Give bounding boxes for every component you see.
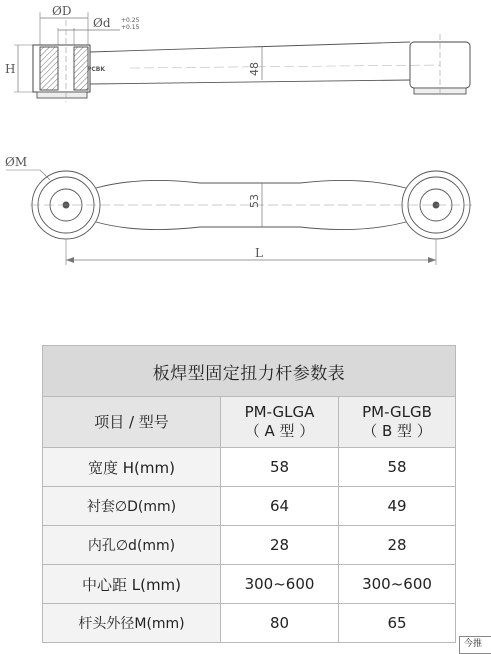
tolerance-upper: +0.25 xyxy=(121,17,140,24)
technical-drawing xyxy=(0,0,491,300)
tolerance-lower: +0.15 xyxy=(121,24,140,31)
row-value-a: 80 xyxy=(221,604,339,643)
row-value-b: 28 xyxy=(339,526,456,565)
table-row xyxy=(43,487,456,526)
table-row xyxy=(43,604,456,643)
table-header-row xyxy=(43,397,456,448)
dim-label-D: ØD xyxy=(52,4,72,18)
spec-table xyxy=(42,345,456,643)
dim-label-48: 48 xyxy=(248,62,261,76)
row-value-b: 49 xyxy=(339,487,456,526)
header-item: 项目 / 型号 xyxy=(43,397,221,448)
table-row xyxy=(43,565,456,604)
header-model-a xyxy=(221,397,339,448)
dim-label-L: L xyxy=(255,246,263,260)
dim-label-H: H xyxy=(5,62,16,76)
header-model-b-type: （ B 型 ） xyxy=(362,422,432,440)
dim-label-M: ØM xyxy=(5,155,28,169)
row-value-a: 58 xyxy=(221,448,339,487)
row-label: 中心距 L(mm) xyxy=(43,565,221,604)
row-value-a: 64 xyxy=(221,487,339,526)
brand-logo: PCBK xyxy=(87,66,106,73)
row-label: 衬套∅D(mm) xyxy=(43,487,221,526)
dim-label-53: 53 xyxy=(248,194,261,208)
row-label: 宽度 H(mm) xyxy=(43,448,221,487)
dim-label-d: Ød xyxy=(93,16,111,30)
row-value-b: 65 xyxy=(339,604,456,643)
row-value-b: 300~600 xyxy=(339,565,456,604)
row-label: 内孔∅d(mm) xyxy=(43,526,221,565)
table-title: 板焊型固定扭力杆参数表 xyxy=(43,346,456,397)
row-value-a: 300~600 xyxy=(221,565,339,604)
row-value-b: 58 xyxy=(339,448,456,487)
table-row xyxy=(43,448,456,487)
header-model-b-code: PM-GLGB xyxy=(362,403,432,421)
row-value-a: 28 xyxy=(221,526,339,565)
header-model-a-code: PM-GLGA xyxy=(244,403,315,421)
header-model-a-type: （ A 型 ） xyxy=(244,422,315,440)
row-label: 杆头外径M(mm) xyxy=(43,604,221,643)
table-row xyxy=(43,526,456,565)
side-view xyxy=(14,12,470,102)
floating-chip[interactable]: 今推 xyxy=(459,636,491,654)
top-view xyxy=(6,170,472,265)
header-model-b xyxy=(339,397,456,448)
